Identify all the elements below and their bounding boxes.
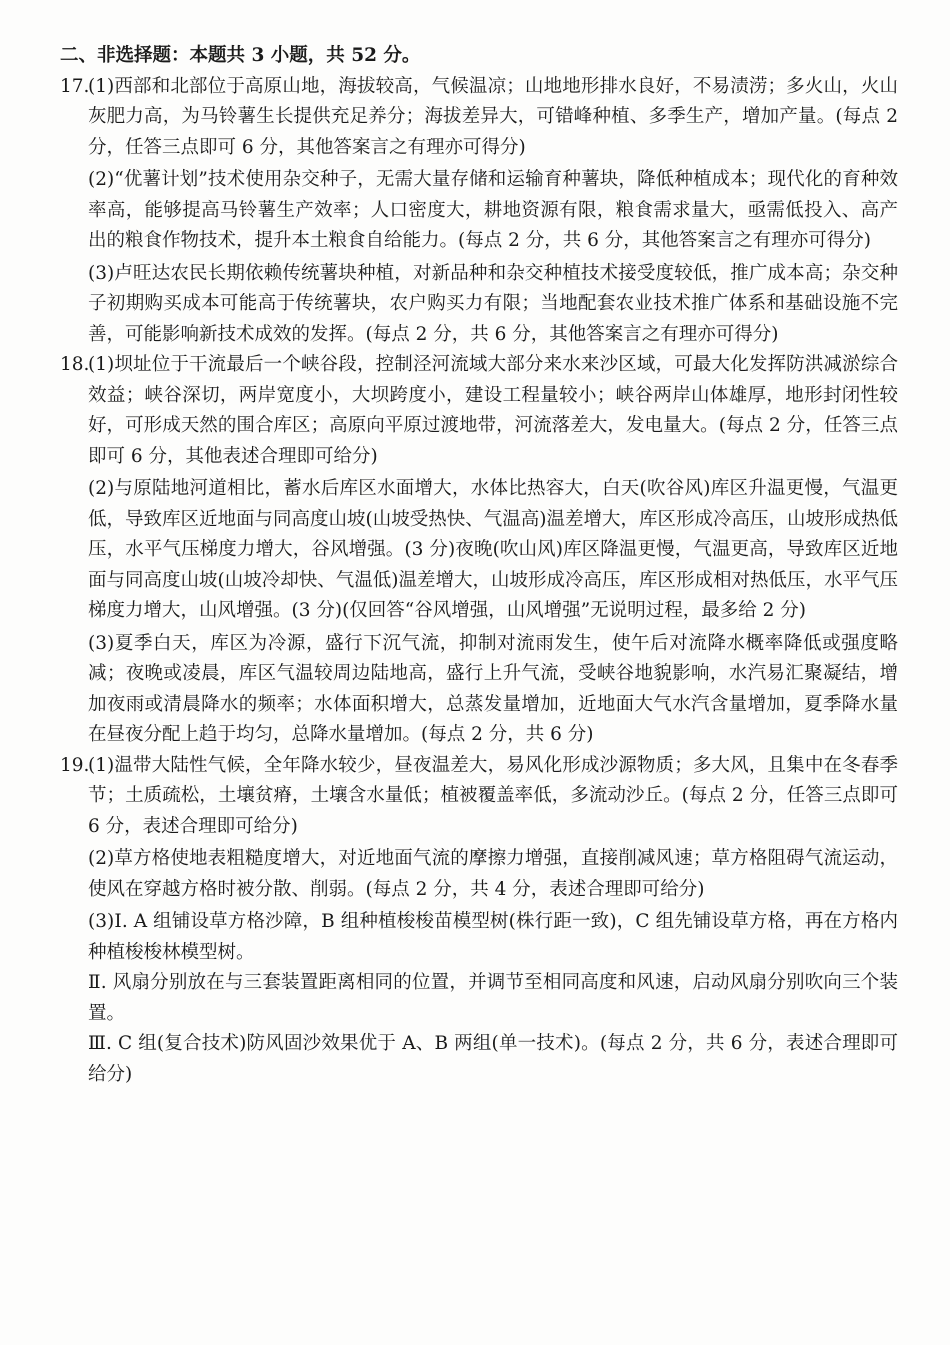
question-17: [60, 72, 898, 351]
question-19-part-1: (1)温带大陆性气候，全年降水较少，昼夜温差大，易风化形成沙源物质；多大风，且集中在冬春季节；土质疏松，土壤贫瘠，土壤含水量低；植被覆盖率低，多流动沙丘。(每点 2 分，任答三点即可 6 分，表述合理即可给分): [88, 754, 898, 837]
question-17-part-1: (1)西部和北部位于高原山地，海拔较高，气候温凉；山地地形排水良好，不易渍涝；多火山，火山灰肥力高，为马铃薯生长提供充足养分；海拔差异大，可错峰种植、多季生产，增加产量。(每点 2 分，任答三点即可 6 分，其他答案言之有理亦可得分): [88, 75, 898, 158]
question-number: 17.: [60, 75, 90, 97]
question-18: [60, 350, 898, 751]
question-19: [60, 751, 898, 1091]
question-19-part-3: (3)Ⅰ. A 组铺设草方格沙障，B 组种植梭梭苗模型树(株行距一致)，C 组先铺设草方格，再在方格内种植梭梭林模型树。: [88, 911, 898, 963]
question-18-part-3: (3)夏季白天，库区为冷源，盛行下沉气流，抑制对流雨发生，使午后对流降水概率降低或强度略减；夜晚或凌晨，库区气温较周边陆地高，盛行上升气流，受峡谷地貌影响，水汽易汇聚凝结，增加夜雨或清晨降水的频率；水体面积增大，总蒸发量增加，近地面大气水汽含量增加，夏季降水量在昼夜分配上趋于均匀，总降水量增加。(每点 2 分，共 6 分): [88, 632, 898, 745]
question-18-part-1: (1)坝址位于干流最后一个峡谷段，控制泾河流域大部分来水来沙区域，可最大化发挥防洪减淤综合效益；峡谷深切，两岸宽度小，大坝跨度小，建设工程量较小；峡谷两岸山体雄厚，地形封闭性较好，可形成天然的围合库区；高原向平原过渡地带，河流落差大，发电量大。(每点 2 分，任答三点即可 6 分，其他表述合理即可给分): [88, 354, 898, 467]
question-19-part-2: (2)草方格使地表粗糙度增大，对近地面气流的摩擦力增强，直接削减风速；草方格阻碍气流运动，使风在穿越方格时被分散、削弱。(每点 2 分，共 4 分，表述合理即可给分): [88, 848, 898, 900]
question-19-step-2: Ⅱ. 风扇分别放在与三套装置距离相同的位置，并调节至相同高度和风速，启动风扇分别吹向三个装置。: [88, 972, 898, 1024]
question-18-part-2: (2)与原陆地河道相比，蓄水后库区水面增大，水体比热容大，白天(吹谷风)库区升温更慢，气温更低，导致库区近地面与同高度山坡(山坡受热快、气温高)温差增大，库区形成冷高压，山坡形成热低压，水平气压梯度力增大，谷风增强。(3 分)夜晚(吹山风)库区降温更慢，气温更高，导致库区近地面与同高度山坡(山坡冷却快、气温低)温差增大，山坡形成冷高压，库区形成相对热低压，水平气压梯度力增大，山风增强。(3 分)(仅回答“谷风增强，山风增强”无说明过程，最多给 2 分): [88, 478, 898, 621]
question-19-step-3: Ⅲ. C 组(复合技术)防风固沙效果优于 A、B 两组(单一技术)。(每点 2 分，共 6 分，表述合理即可给分): [88, 1033, 898, 1085]
question-17-part-3: (3)卢旺达农民长期依赖传统薯块种植，对新品种和杂交种植技术接受度较低，推广成本高；杂交种子初期购买成本可能高于传统薯块，农户购买力有限；当地配套农业技术推广体系和基础设施不完善，可能影响新技术成效的发挥。(每点 2 分，共 6 分，其他答案言之有理亦可得分): [88, 262, 898, 345]
section-header: 二、非选择题：本题共 3 小题，共 52 分。: [60, 45, 421, 66]
question-number: 18.: [60, 354, 90, 375]
question-number: 19.: [60, 754, 90, 776]
question-17-part-2: (2)“优薯计划”技术使用杂交种子，无需大量存储和运输育种薯块，降低种植成本；现代化的育种效率高，能够提高马铃薯生产效率；人口密度大，耕地资源有限，粮食需求量大，亟需低投入、高产出的粮食作物技术，提升本土粮食自给能力。(每点 2 分，共 6 分，其他答案言之有理亦可得分): [88, 169, 898, 251]
